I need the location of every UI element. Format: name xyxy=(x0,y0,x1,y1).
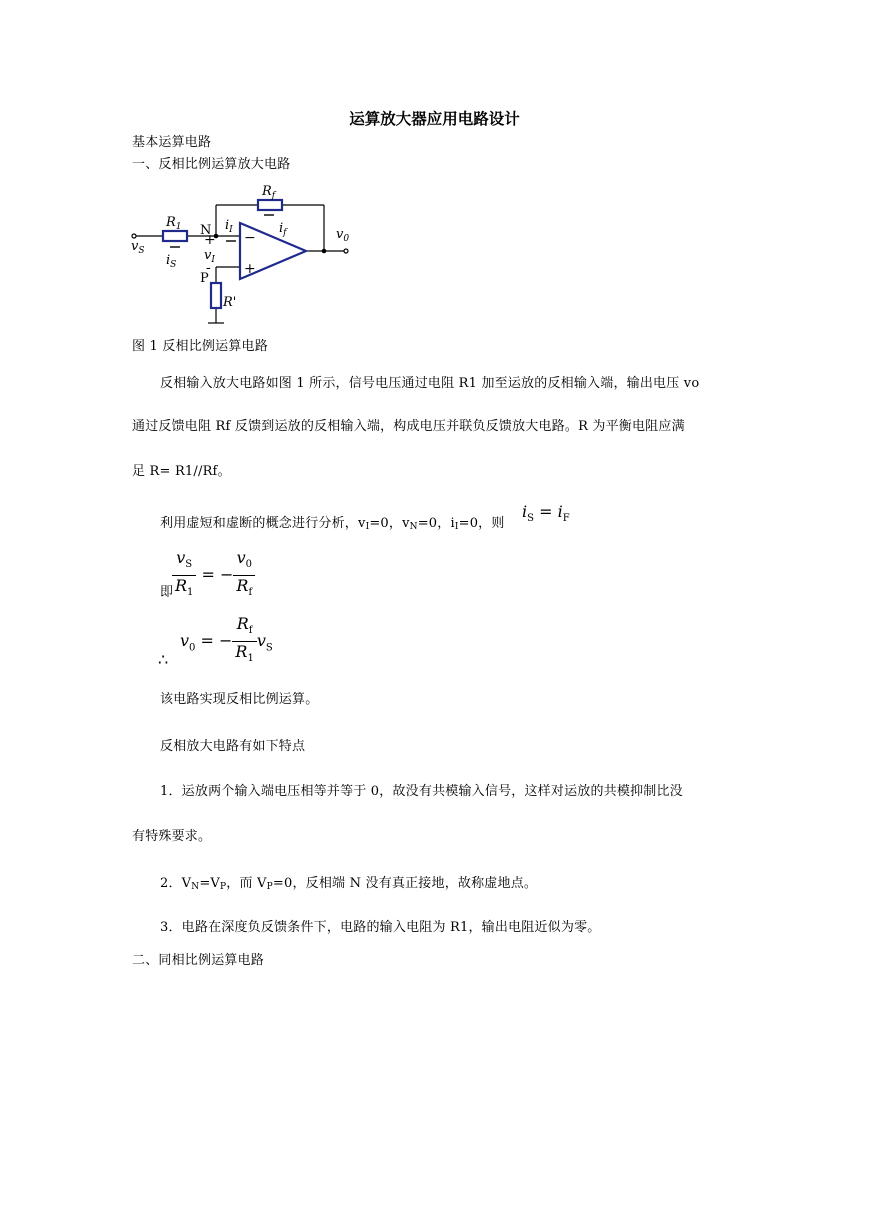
resistor-r-prime xyxy=(211,283,221,308)
label-if: $i_f$ xyxy=(279,221,287,238)
label-is: $i_S$ xyxy=(166,253,177,270)
inverting-amplifier-circuit xyxy=(128,176,368,328)
label-minus-input: - xyxy=(206,260,211,276)
label-n: N xyxy=(200,223,212,238)
resistor-rf xyxy=(258,200,282,210)
feature-item-1-line1: 1．运放两个输入端电压相等并等于 0，故没有共模输入信号，这样对运放的共模抑制比没 xyxy=(160,784,683,799)
para1-line2: 通过反馈电阻 Rf 反馈到运放的反相输入端，构成电压并联负反馈放大电路。R 为平衡电阻应满 xyxy=(132,419,685,434)
label-r1: $R_1$ xyxy=(166,215,182,232)
label-opamp-minus: − xyxy=(244,230,256,246)
heading-basic: 基本运算电路 xyxy=(132,135,212,150)
node-out-dot xyxy=(322,249,327,254)
label-plus-input: + xyxy=(204,232,216,248)
feature-item-1-line2: 有特殊要求。 xyxy=(132,829,212,844)
equation-3: $v_0$ = − $\frac{R_f}{R_1}$ $v_S$ xyxy=(180,614,273,665)
para1-line3: 足 R= R1//Rf。 xyxy=(132,464,231,479)
para-realize: 该电路实现反相比例运算。 xyxy=(160,692,319,707)
label-vo: $v_0$ xyxy=(336,227,350,244)
equation-is-equals-if: $i_S = i_F$ xyxy=(522,502,570,525)
feature-item-3: 3．电路在深度负反馈条件下，电路的输入电阻为 R1，输出电阻近似为零。 xyxy=(160,920,601,935)
eq2-label: 即 xyxy=(160,585,174,600)
output-terminal xyxy=(344,249,348,253)
figure-caption: 图 1 反相比例运算电路 xyxy=(132,339,268,354)
input-terminal xyxy=(132,234,136,238)
analysis-line: 利用虚短和虚断的概念进行分析，vI=0，vN=0，iI=0，则 xyxy=(160,516,505,532)
section-heading-2: 二、同相比例运算电路 xyxy=(132,953,265,968)
eq3-therefore: ∴ xyxy=(158,650,169,669)
label-vi: $v_I$ xyxy=(204,248,215,265)
label-vs: $v_S$ xyxy=(131,239,145,256)
label-opamp-plus: + xyxy=(244,261,256,277)
resistor-r1 xyxy=(163,231,187,241)
para1-line1: 反相输入放大电路如图 1 所示，信号电压通过电阻 R1 加至运放的反相输入端，输出电压 vo xyxy=(160,376,700,391)
para-features: 反相放大电路有如下特点 xyxy=(160,739,306,754)
section-heading-1: 一、反相比例运算放大电路 xyxy=(132,157,291,172)
feature-item-2: 2．VN=VP，而 VP=0，反相端 N 没有真正接地，故称虚地点。 xyxy=(160,876,538,892)
label-r-prime: R' xyxy=(223,295,237,310)
label-ii: $i_I$ xyxy=(225,218,233,235)
page-title: 运算放大器应用电路设计 xyxy=(349,109,520,128)
equation-2: $\frac{v_S}{R_1}$ = − $\frac{v_0}{R_f}$ xyxy=(172,548,255,603)
label-p: P xyxy=(200,271,209,286)
label-rf: $R_f$ xyxy=(262,184,276,201)
